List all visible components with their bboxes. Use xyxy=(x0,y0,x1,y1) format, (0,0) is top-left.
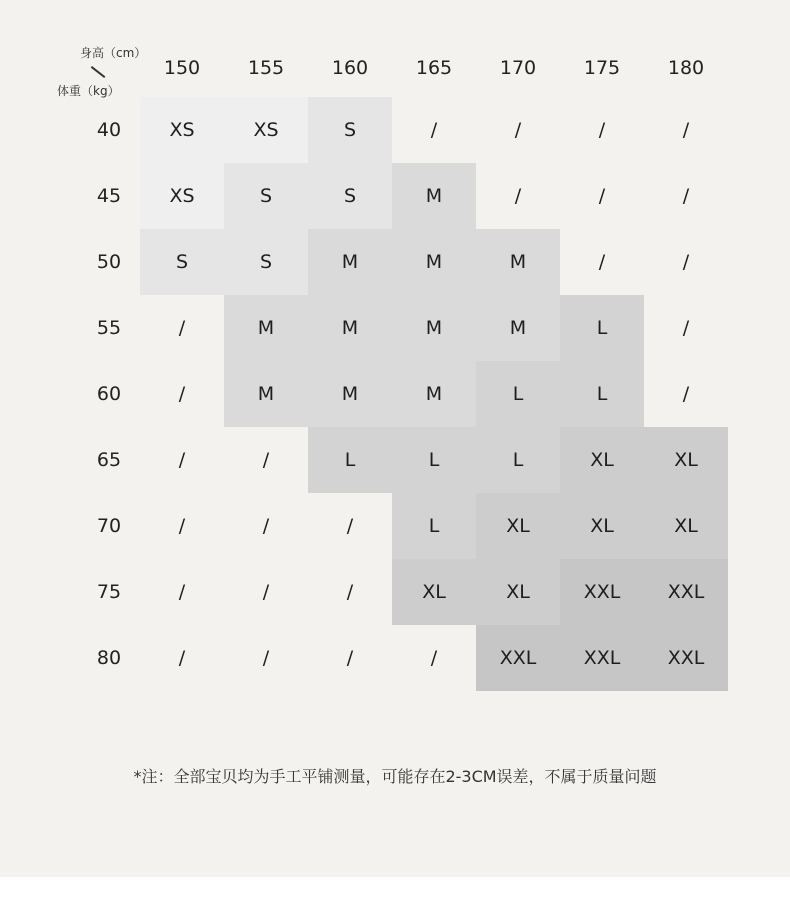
size-cell: XL xyxy=(644,493,728,559)
size-cell: / xyxy=(682,251,690,273)
size-cell: L xyxy=(392,493,476,559)
size-cell: / xyxy=(598,119,606,141)
size-cell: / xyxy=(262,449,270,471)
size-cell: S xyxy=(308,163,392,229)
size-cell: / xyxy=(682,185,690,207)
weight-header-55: 55 xyxy=(96,317,122,339)
size-cell: / xyxy=(430,119,438,141)
size-cell: M xyxy=(308,295,392,361)
size-cell: / xyxy=(346,581,354,603)
size-cell: XXL xyxy=(644,625,728,691)
height-axis-label: 身高（cm） xyxy=(80,46,147,60)
weight-header-40: 40 xyxy=(96,119,122,141)
weight-header-70: 70 xyxy=(96,515,122,537)
size-cell: XS xyxy=(140,97,224,163)
size-cell: / xyxy=(514,119,522,141)
size-cell: XXL xyxy=(476,625,560,691)
size-cell: L xyxy=(476,361,560,427)
measurement-note: *注：全部宝贝均为手工平铺测量，可能存在2-3CM误差，不属于质量问题 xyxy=(133,767,657,786)
size-cell: L xyxy=(560,295,644,361)
size-cell: / xyxy=(682,119,690,141)
height-header-165: 165 xyxy=(415,57,453,79)
size-cell: / xyxy=(178,449,186,471)
size-cell: XXL xyxy=(644,559,728,625)
size-cell: M xyxy=(308,229,392,295)
size-cell: XXL xyxy=(560,559,644,625)
size-cell: XS xyxy=(140,163,224,229)
size-cell: XL xyxy=(476,559,560,625)
size-cell: S xyxy=(224,163,308,229)
size-cell: XL xyxy=(560,427,644,493)
size-cell: / xyxy=(598,251,606,273)
size-cell: XL xyxy=(644,427,728,493)
size-cell: / xyxy=(178,383,186,405)
weight-header-60: 60 xyxy=(96,383,122,405)
size-cell: M xyxy=(392,361,476,427)
size-cell: XS xyxy=(224,97,308,163)
size-cell: M xyxy=(476,295,560,361)
size-cell: M xyxy=(224,361,308,427)
weight-header-45: 45 xyxy=(96,185,122,207)
weight-header-50: 50 xyxy=(96,251,122,273)
weight-header-80: 80 xyxy=(96,647,122,669)
size-cell: / xyxy=(682,383,690,405)
size-cell: XXL xyxy=(560,625,644,691)
weight-header-65: 65 xyxy=(96,449,122,471)
size-cell: / xyxy=(430,647,438,669)
height-header-155: 155 xyxy=(247,57,285,79)
weight-header-75: 75 xyxy=(96,581,122,603)
size-cell: L xyxy=(392,427,476,493)
size-cell: M xyxy=(392,163,476,229)
size-cell: M xyxy=(392,295,476,361)
size-cell: S xyxy=(224,229,308,295)
size-cell: L xyxy=(476,427,560,493)
size-cell: / xyxy=(346,647,354,669)
size-cell: M xyxy=(308,361,392,427)
size-cell: S xyxy=(140,229,224,295)
height-header-180: 180 xyxy=(667,57,705,79)
size-cell: / xyxy=(598,185,606,207)
size-cell: L xyxy=(560,361,644,427)
size-cell: XL xyxy=(476,493,560,559)
height-header-150: 150 xyxy=(163,57,201,79)
height-header-160: 160 xyxy=(331,57,369,79)
size-cell: XL xyxy=(560,493,644,559)
size-cell: / xyxy=(262,647,270,669)
height-header-170: 170 xyxy=(499,57,537,79)
corner-diagonal-line xyxy=(91,66,105,78)
size-cell: / xyxy=(178,515,186,537)
weight-axis-label: 体重（kg） xyxy=(57,84,120,98)
size-cell: / xyxy=(682,317,690,339)
size-cell: / xyxy=(262,515,270,537)
size-cell: / xyxy=(178,647,186,669)
size-cell: M xyxy=(476,229,560,295)
size-cell: XL xyxy=(392,559,476,625)
size-cell: M xyxy=(224,295,308,361)
size-cell: M xyxy=(392,229,476,295)
size-cell: / xyxy=(262,581,270,603)
height-header-175: 175 xyxy=(583,57,621,79)
size-cell: L xyxy=(308,427,392,493)
size-cell: / xyxy=(514,185,522,207)
size-cell: / xyxy=(346,515,354,537)
size-cell: S xyxy=(308,97,392,163)
size-cell: / xyxy=(178,581,186,603)
size-cell: / xyxy=(178,317,186,339)
